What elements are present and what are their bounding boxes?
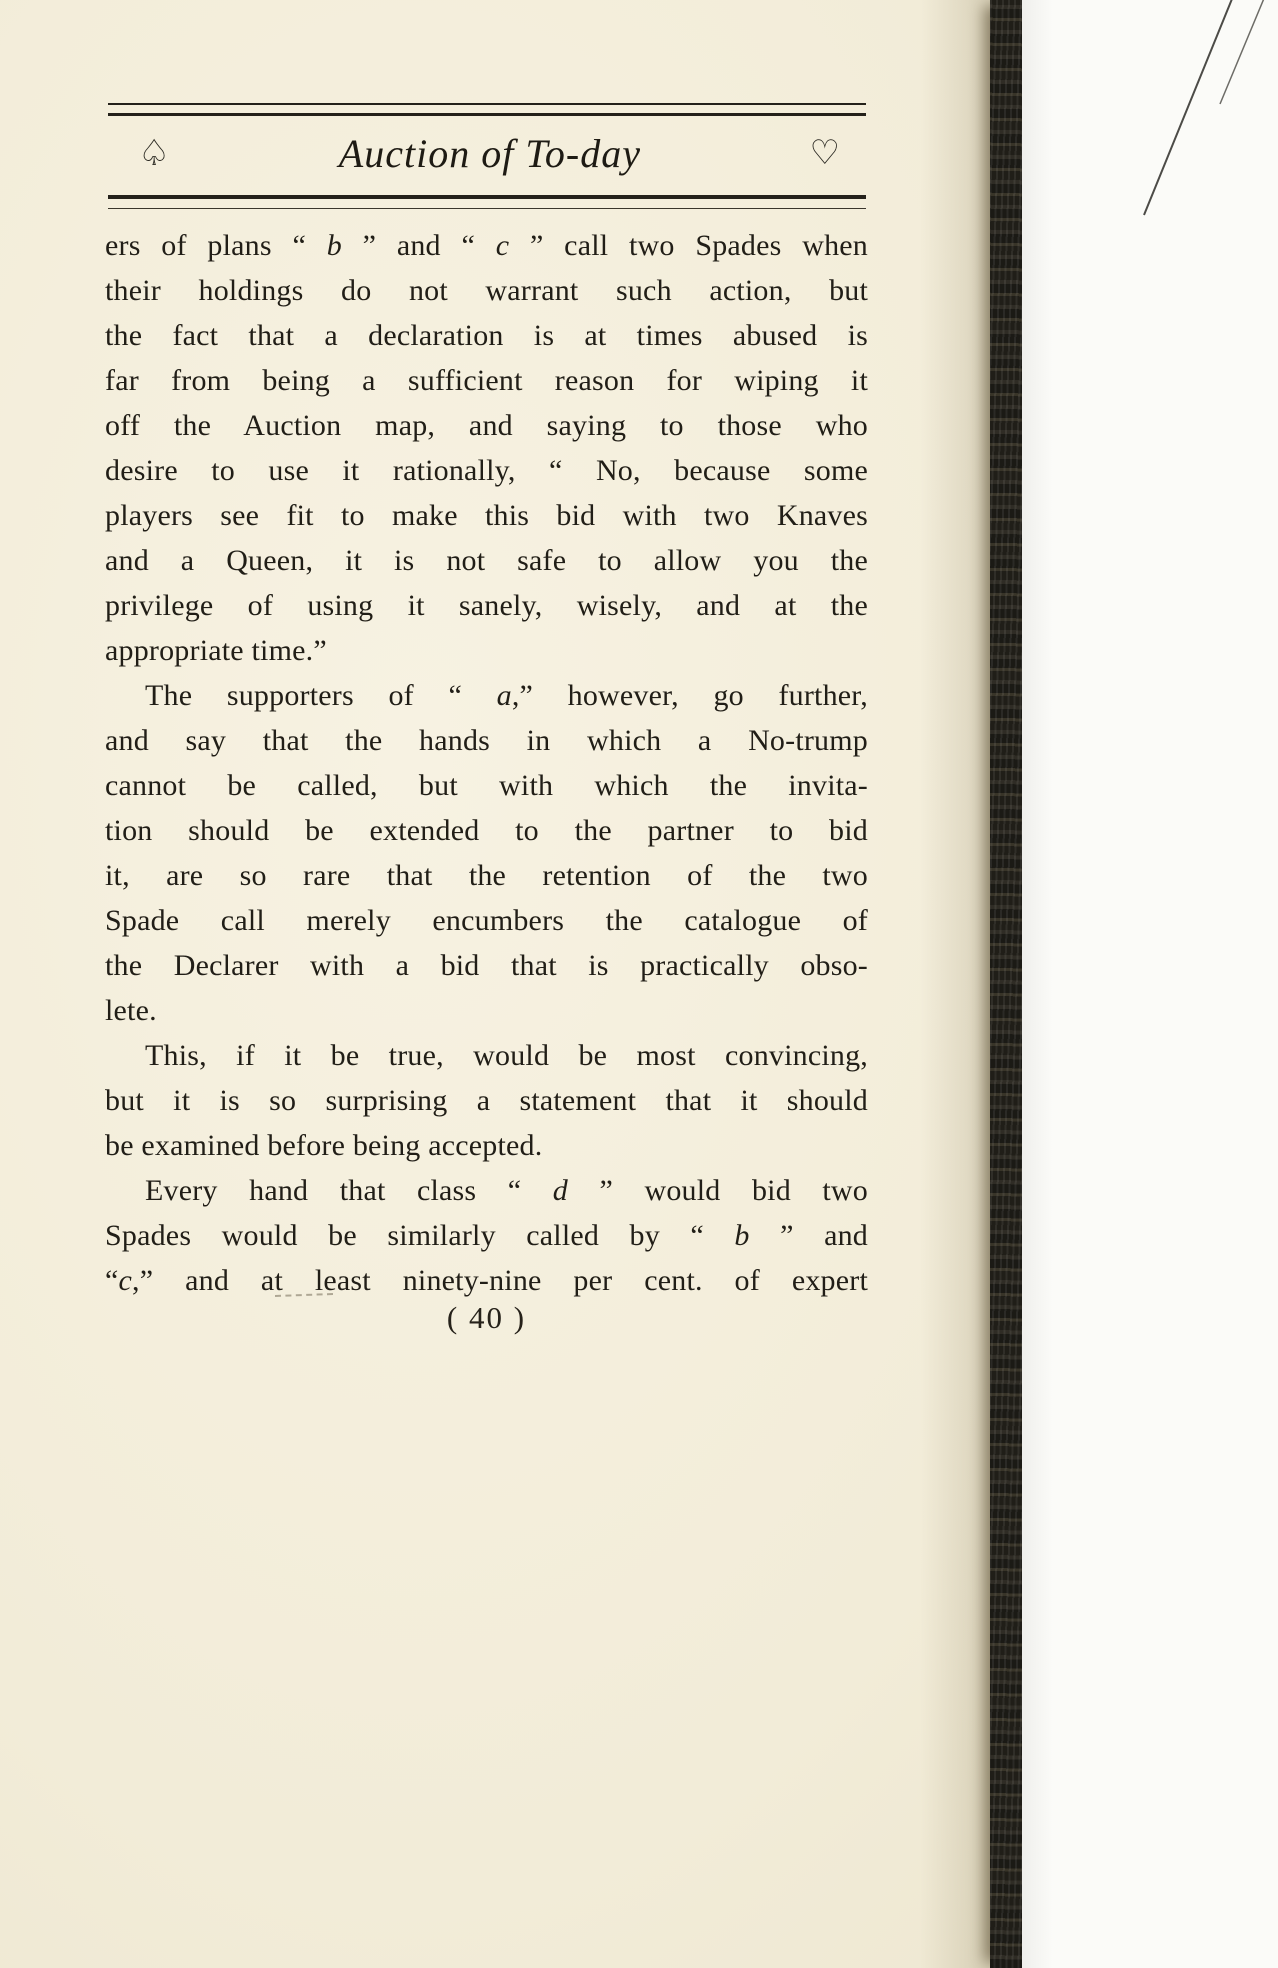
heart-suit-icon: ♡ [809, 133, 840, 173]
spade-suit-icon: ♤ [138, 132, 171, 174]
text-line: but it is so surprising a statement that it should [105, 1084, 868, 1117]
text-line: players see fit to make this bid with two Knaves [105, 499, 868, 532]
text-line: ers of plans “ b ” and “ c ” call two Spades when [105, 229, 869, 262]
text-line: off the Auction map, and saying to those who [105, 409, 868, 442]
text-line: Spades would be similarly called by “ b ” and [105, 1219, 868, 1252]
text-line: appropriate time.” [105, 634, 327, 667]
text-line: their holdings do not warrant such action, but [105, 274, 868, 307]
text-line: Every hand that class “ d ” would bid two [145, 1174, 868, 1207]
text-line: tion should be extended to the partner to bid [105, 814, 868, 847]
corner-crease-lines-icon [1022, 0, 1278, 240]
text-line: and say that the hands in which a No-trump [105, 724, 868, 757]
paragraph-3 [105, 1033, 868, 1168]
text-line: “c,” and at least ninety-nine per cent. of expert [105, 1264, 868, 1297]
paragraph-4 [105, 1168, 868, 1303]
page-footer [105, 1300, 868, 1336]
book-edge-shadow [990, 0, 1022, 1968]
text-line: Spade call merely encumbers the catalogue of [105, 904, 868, 937]
text-line: and a Queen, it is not safe to allow you the [105, 544, 868, 577]
header-bottom-rule [108, 195, 866, 209]
running-title: Auction of To-day [338, 130, 641, 176]
text-line: the fact that a declaration is at times abused is [105, 319, 868, 352]
page-header [108, 113, 866, 193]
text-line: lete. [105, 994, 157, 1027]
body-text [105, 223, 868, 1303]
text-line: privilege of using it sanely, wisely, and at the [105, 589, 868, 622]
paragraph-2 [105, 673, 868, 1033]
text-line: the Declarer with a bid that is practically obso- [105, 949, 868, 982]
text-line: The supporters of “ a,” however, go further, [145, 679, 868, 712]
text-line: it, are so rare that the retention of the two [105, 859, 868, 892]
text-line: This, if it be true, would be most convincing, [145, 1039, 868, 1072]
page-number: ( 40 ) [446, 1300, 527, 1335]
text-line: cannot be called, but with which the invita- [105, 769, 868, 802]
paragraph-1 [105, 223, 868, 673]
text-line: be examined before being accepted. [105, 1129, 543, 1162]
scan-background [1022, 0, 1278, 1968]
text-line: desire to use it rationally, “ No, because some [105, 454, 868, 487]
text-line: far from being a sufficient reason for wiping it [105, 364, 868, 397]
